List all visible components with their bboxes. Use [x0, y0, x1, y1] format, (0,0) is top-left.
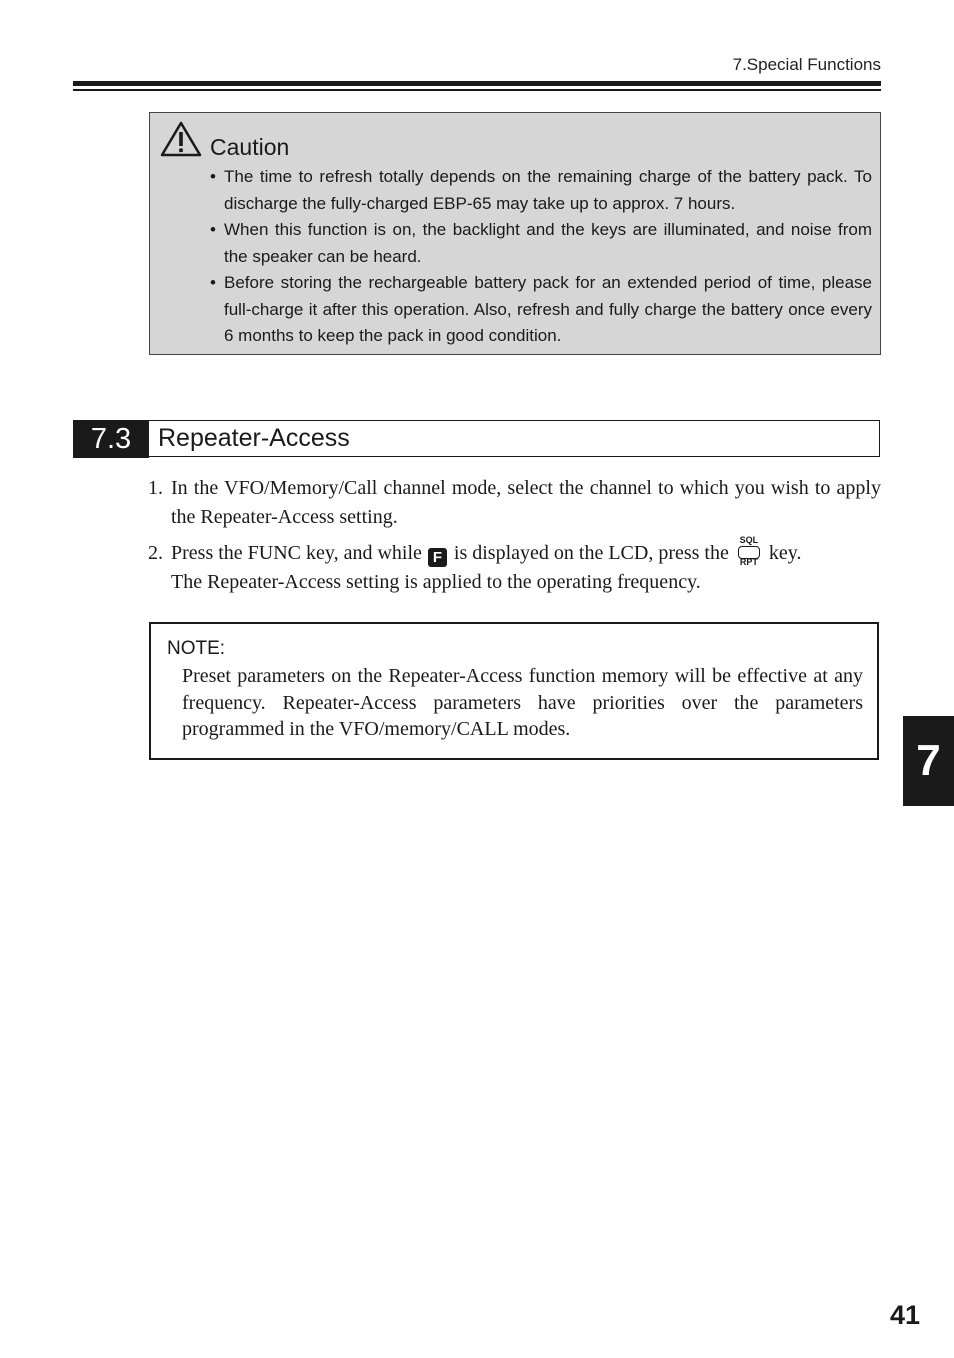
- chapter-tab: 7: [903, 716, 954, 806]
- section-title: Repeater-Access: [158, 424, 350, 452]
- caution-item: [210, 270, 872, 350]
- header-rule-thin: [73, 89, 881, 91]
- step-text-second-line: The Repeater-Access setting is applied to the operating frequency.: [171, 571, 701, 593]
- step-number: 2.: [148, 542, 163, 564]
- step-text: key.: [768, 542, 802, 564]
- caution-item-text: Before storing the rechargeable battery pack for an extended period of time, please full-charge it after this operation. Also, refresh and fully charge the battery once every 6 months to keep the pack in good condition.: [224, 273, 872, 345]
- key-bottom-label: RPT: [739, 557, 758, 567]
- note-box: [149, 622, 879, 760]
- sql-rpt-key-icon: [736, 535, 762, 567]
- section-heading: [73, 420, 881, 456]
- section-title-box: [149, 420, 880, 457]
- function-f-icon: F: [428, 548, 447, 567]
- step-text: Press the FUNC key, and while: [171, 542, 422, 564]
- caution-item-text: When this function is on, the backlight and the keys are illuminated, and noise from the speaker can be heard.: [224, 220, 872, 266]
- caution-item: [210, 217, 872, 270]
- page-number: 41: [889, 1300, 920, 1330]
- step-number: 1.: [148, 477, 163, 499]
- note-title: NOTE:: [167, 638, 226, 659]
- step-text: is displayed on the LCD, press the: [453, 542, 729, 564]
- note-text: Preset parameters on the Repeater-Access function memory will be effective at any frequency. Repeater-Access parameters have priorities over the parameters programmed in the VFO/memory/CALL modes.: [182, 665, 863, 740]
- running-header: 7.Special Functions: [732, 55, 881, 74]
- header-rule-thick: [73, 81, 881, 86]
- step-item: [148, 474, 881, 532]
- step-text: In the VFO/Memory/Call channel mode, select the channel to which you wish to apply the Repeater-Access setting.: [171, 477, 881, 528]
- caution-item-text: The time to refresh totally depends on the remaining charge of the battery pack. To discharge the fully-charged EBP-65 may take up to approx. 7 hours.: [224, 167, 872, 213]
- step-item: [148, 535, 881, 597]
- steps-list: [148, 474, 881, 597]
- key-top-label: SQL: [739, 535, 759, 545]
- caution-box: [149, 112, 881, 355]
- caution-title: Caution: [210, 134, 290, 160]
- warning-triangle-icon: [159, 120, 203, 158]
- bullet: •: [210, 220, 216, 239]
- bullet: •: [210, 273, 216, 292]
- bullet: •: [210, 167, 216, 186]
- caution-item: [210, 164, 872, 217]
- section-number: 7.3: [73, 420, 149, 458]
- caution-list: [210, 164, 872, 350]
